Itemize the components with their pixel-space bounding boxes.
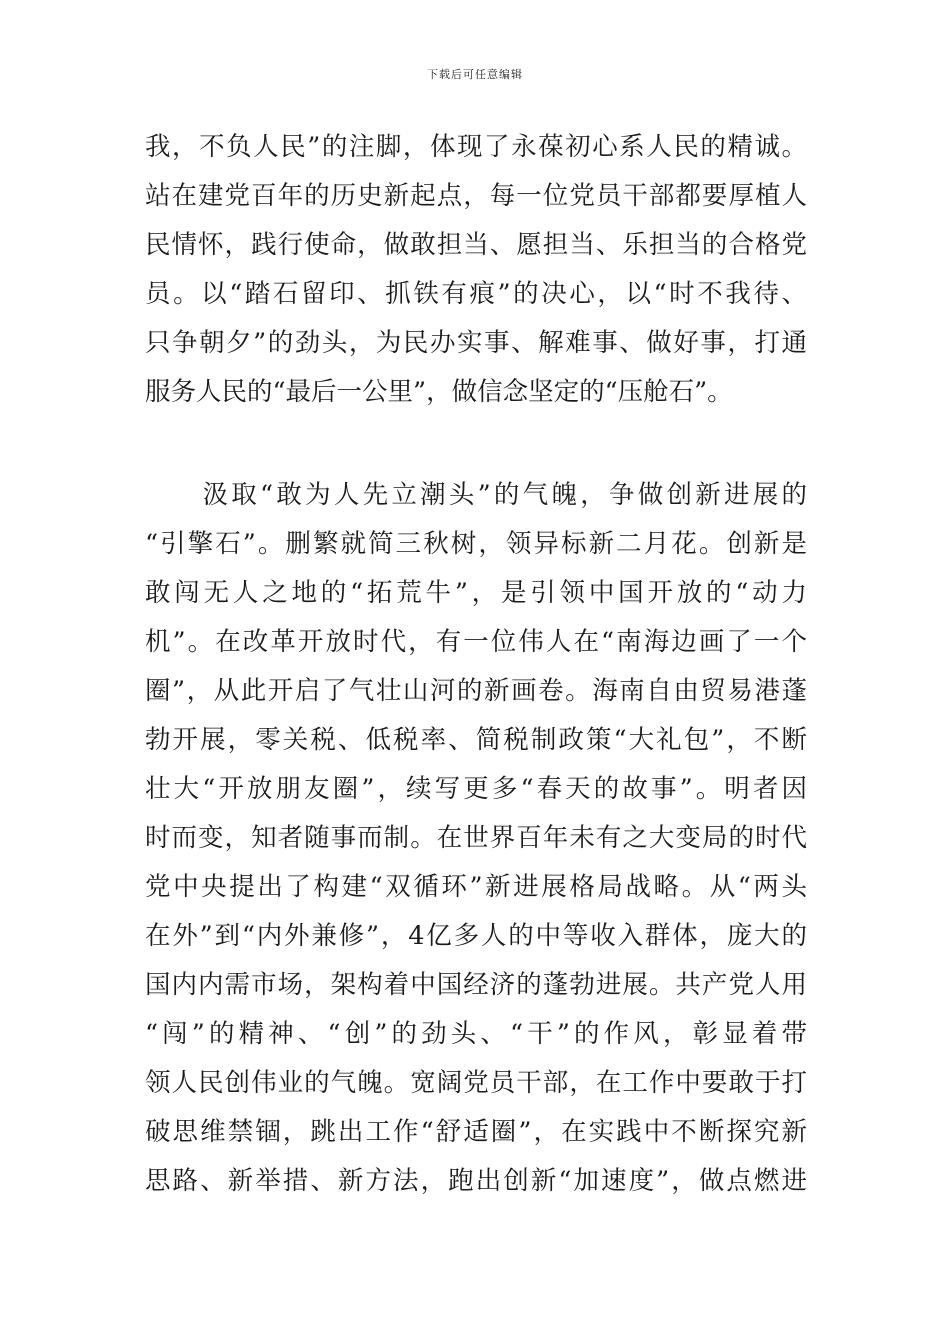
text-line: 破思维禁锢，跳出工作“舒适圈”，在实践中不断探究新 — [145, 1117, 807, 1147]
text-line: 我，不负人民”的注脚，体现了永葆初心系人民的精诚。 — [145, 132, 807, 162]
text-line: 在外”到“内外兼修”，4亿多人的中等收入群体，庞大的 — [145, 921, 807, 951]
text-line: 机”。在改革开放时代，有一位伟人在“南海边画了一个 — [145, 627, 807, 657]
text-line: 只争朝夕”的劲头，为民办实事、解难事、做好事，打通 — [145, 328, 807, 358]
text-line: 服务人民的“最后一公里”，做信念坚定的“压舱石”。 — [145, 377, 733, 407]
text-line: 站在建党百年的历史新起点，每一位党员干部都要厚植人 — [145, 181, 807, 211]
text-line: 党中央提出了构建“双循环”新进展格局战略。从“两头 — [145, 872, 807, 902]
text-line: “闯”的精神、“创”的劲头、“干”的作风，彰显着带 — [145, 1019, 807, 1049]
text-line: 勃开展，零关税、低税率、简税制政策“大礼包”，不断 — [145, 725, 807, 755]
text-line: 壮大“开放朋友圈”，续写更多“春天的故事”。明者因 — [145, 774, 807, 804]
text-line: 敢闯无人之地的“拓荒牛”，是引领中国开放的“动力 — [145, 578, 807, 608]
text-line: 时而变，知者随事而制。在世界百年未有之大变局的时代 — [145, 823, 807, 853]
page-header: 下载后可任意编辑 — [427, 68, 523, 81]
paragraph-1 — [145, 123, 807, 417]
paragraph-2 — [145, 471, 807, 1206]
text-line: 员。以“踏石留印、抓铁有痕”的决心，以“时不我待、 — [145, 279, 807, 309]
text-line: 民情怀，践行使命，做敢担当、愿担当、乐担当的合格党 — [145, 230, 807, 260]
text-line: “引擎石”。删繁就简三秋树，领异标新二月花。创新是 — [145, 529, 807, 559]
text-line: 领人民创伟业的气魄。宽阔党员干部，在工作中要敢于打 — [145, 1068, 807, 1098]
text-line: 国内内需市场，架构着中国经济的蓬勃进展。共产党人用 — [145, 970, 807, 1000]
text-line: 思路、新举措、新方法，跑出创新“加速度”，做点燃进 — [145, 1166, 807, 1196]
text-line: 圈”，从此开启了气壮山河的新画卷。海南自由贸易港蓬 — [145, 676, 807, 706]
text-line: 汲取“敢为人先立潮头”的气魄，争做创新进展的 — [145, 480, 807, 510]
